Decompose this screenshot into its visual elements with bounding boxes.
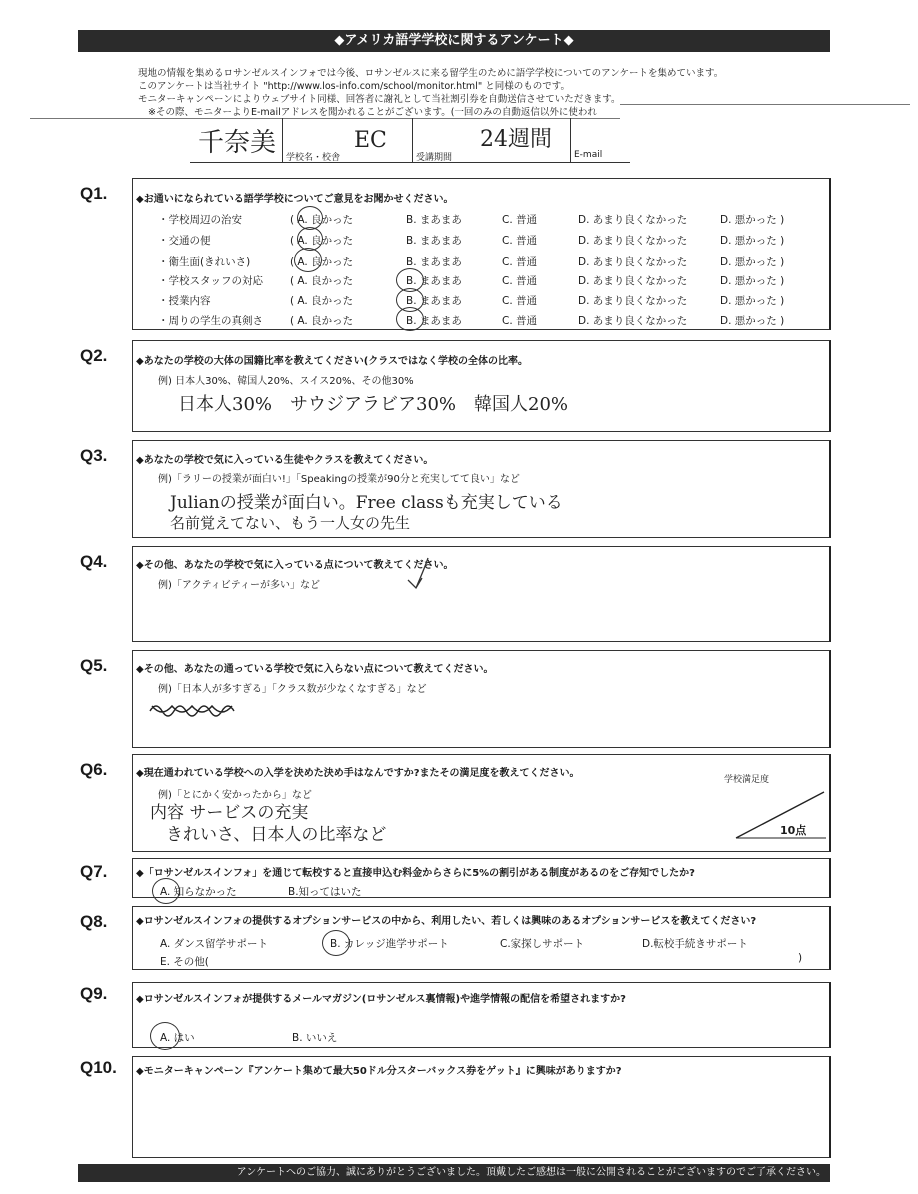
footer-bar: アンケートへのご協力、誠にありがとうございました。頂戴したご感想は一般に公開されることがございますのでご了承ください。 <box>78 1164 830 1182</box>
q1-option-b[interactable]: B. まあまあ <box>406 315 462 327</box>
satisfaction-max: 10点 <box>780 824 807 837</box>
q6-answer-line-1[interactable]: 内容 サービスの充実 <box>150 803 309 823</box>
q1-option-e[interactable]: D. 悪かった ) <box>720 315 785 327</box>
q1-option-d[interactable]: D. あまり良くなかった <box>578 275 688 287</box>
q6-question: ◆現在通われている学校への入学を決めた決め手はなんですか?またその満足度を教えてください。 <box>136 768 580 779</box>
q3-example: 例)「ラリーの授業が面白い!」「Speakingの授業が90分と充実してて良い」など <box>158 474 520 485</box>
q1-option-c[interactable]: C. 普通 <box>502 235 538 247</box>
q8-option-e[interactable]: E. その他( <box>160 956 209 968</box>
q1-option-d[interactable]: D. あまり良くなかった <box>578 214 688 226</box>
q7-option-a[interactable]: A. 知らなかった <box>160 886 237 898</box>
q1-option-e[interactable]: D. 悪かった ) <box>720 235 785 247</box>
q1-row-label: ・学校スタッフの対応 <box>158 275 263 287</box>
intro-line-2: このアンケートは当社サイト "http://www.los-info.com/school/monitor.html" と同様のものです。 <box>138 81 570 92</box>
q1-option-b[interactable]: B. まあまあ <box>406 214 462 226</box>
q8-question: ◆ロサンゼルスインフォの提供するオプションサービスの中から、利用したい、若しくは興味のあるオプションサービスを教えてください? <box>136 916 757 927</box>
q1-option-d[interactable]: D. あまり良くなかった <box>578 256 688 268</box>
q6-number: Q6. <box>80 760 108 779</box>
q1-option-d[interactable]: D. あまり良くなかった <box>578 315 688 327</box>
q1-row-label: ・衛生面(きれいさ) <box>158 256 251 268</box>
intro-line-4: ※その際、モニターよりE-mailアドレスを聞かれることがございます。(一回のみの自動返信以外に使われ <box>148 107 597 118</box>
q9-number: Q9. <box>80 984 108 1003</box>
q1-option-d[interactable]: D. あまり良くなかった <box>578 295 688 307</box>
q7-option-b[interactable]: B.知ってはいた <box>288 886 362 898</box>
answer-circle <box>152 878 180 904</box>
q10-question: ◆モニターキャンペーン『アンケート集めて最大50ドル分スターバックス券をゲット』に興味がありますか? <box>136 1066 622 1077</box>
q1-option-c[interactable]: C. 普通 <box>502 256 538 268</box>
q1-option-b[interactable]: B. まあまあ <box>406 295 462 307</box>
q5-example: 例)「日本人が多すぎる」「クラス数が少なくなすぎる」など <box>158 684 427 695</box>
q1-option-a[interactable]: ( A. 良かった <box>290 275 354 287</box>
name-value[interactable]: 千奈美 <box>198 128 277 158</box>
q7-number: Q7. <box>80 862 108 881</box>
q1-option-b[interactable]: B. まあまあ <box>406 235 462 247</box>
q1-option-a[interactable]: ( A. 良かった <box>290 295 354 307</box>
q1-option-a[interactable]: ( A. 良かった <box>290 214 354 226</box>
q3-answer-line-2[interactable]: 名前覚えてない、もう一人女の先生 <box>170 514 411 532</box>
q1-option-c[interactable]: C. 普通 <box>502 295 538 307</box>
scribble-icon <box>146 700 242 722</box>
arrow-down-icon <box>400 556 440 592</box>
answer-circle <box>294 248 322 272</box>
q2-answer[interactable]: 日本人30% サウジアラビア30% 韓国人20% <box>178 394 569 415</box>
q1-question: ◆お通いになられている語学学校についてご意見をお聞かせください。 <box>136 194 454 205</box>
q4-number: Q4. <box>80 552 108 571</box>
q2-question: ◆あなたの学校の大体の国籍比率を教えてください(クラスではなく学校の全体の比率。 <box>136 356 528 367</box>
q1-option-a[interactable]: ( A. 良かった <box>290 235 354 247</box>
q8-option-a[interactable]: A. ダンス留学サポート <box>160 938 268 950</box>
q1-option-d[interactable]: D. あまり良くなかった <box>578 235 688 247</box>
q4-example: 例)「アクティビティーが多い」など <box>158 580 321 591</box>
q6-example: 例)「とにかく安かったから」など <box>158 790 312 801</box>
q1-option-b[interactable]: B. まあまあ <box>406 256 462 268</box>
q1-row-label: ・交通の便 <box>158 235 211 247</box>
q2-example: 例) 日本人30%、韓国人20%、スイス20%、その他30% <box>158 376 414 387</box>
q8-option-e-close: ) <box>798 952 803 964</box>
q3-number: Q3. <box>80 446 108 465</box>
q1-option-b[interactable]: B. まあまあ <box>406 275 462 287</box>
q5-question: ◆その他、あなたの通っている学校で気に入らない点について教えてください。 <box>136 664 494 675</box>
school-value[interactable]: EC <box>354 128 387 153</box>
intro-line-1: 現地の情報を集めるロサンゼルスインフォでは今後、ロサンゼルスに来る留学生のために語学学校についてのアンケートを集めています。 <box>138 68 724 79</box>
q8-option-d[interactable]: D.転校手続きサポート <box>642 938 748 950</box>
q6-answer-line-2[interactable]: きれいさ、日本人の比率など <box>166 825 387 845</box>
school-label: 学校名・校舎 <box>286 153 341 163</box>
survey-title: ◆アメリカ語学学校に関するアンケート◆ <box>78 30 830 52</box>
q1-option-a[interactable]: ( A. 良かった <box>290 315 354 327</box>
q1-option-e[interactable]: D. 悪かった ) <box>720 275 785 287</box>
q1-option-e[interactable]: D. 悪かった ) <box>720 214 785 226</box>
q1-option-e[interactable]: D. 悪かった ) <box>720 295 785 307</box>
q1-number: Q1. <box>80 184 108 203</box>
period-label: 受講期間 <box>416 153 453 163</box>
answer-circle <box>150 1022 180 1050</box>
q1-option-a[interactable]: ( A. 良かった <box>290 256 354 268</box>
satisfaction-label: 学校満足度 <box>724 775 770 785</box>
q10-number: Q10. <box>80 1058 117 1077</box>
q5-number: Q5. <box>80 656 108 675</box>
intro-line-3: モニターキャンペーンによりウェブサイト同様、回答者に謝礼として当社割引券を自動送信させていただきます。 <box>138 94 621 105</box>
q9-option-a[interactable]: A. はい <box>160 1032 195 1044</box>
intro-divider-right <box>620 104 910 105</box>
q1-option-c[interactable]: C. 普通 <box>502 214 538 226</box>
q8-number: Q8. <box>80 912 108 931</box>
q2-number: Q2. <box>80 346 108 365</box>
q7-question: ◆「ロサンゼルスインフォ」を通じて転校すると直接申込む料金からさらに5%の割引がある制度があるのをご存知でしたか? <box>136 868 695 879</box>
q1-option-e[interactable]: D. 悪かった ) <box>720 256 785 268</box>
answer-circle <box>322 930 350 956</box>
q1-option-c[interactable]: C. 普通 <box>502 275 538 287</box>
q9-option-b[interactable]: B. いいえ <box>292 1032 338 1044</box>
q4-question: ◆その他、あなたの学校で気に入っている点について教えてください。 <box>136 560 454 571</box>
period-value[interactable]: 24週間 <box>480 127 552 152</box>
email-label: E-mail <box>574 150 603 160</box>
header-fields <box>190 118 630 162</box>
q9-question: ◆ロサンゼルスインフォが提供するメールマガジン(ロサンゼルス裏情報)や進学情報の配信を希望されますか? <box>136 994 626 1005</box>
q1-row-label: ・学校周辺の治安 <box>158 214 242 226</box>
q8-option-b[interactable]: B. カレッジ進学サポート <box>330 938 449 950</box>
q3-question: ◆あなたの学校で気に入っている生徒やクラスを教えてください。 <box>136 455 434 466</box>
q1-row-label: ・周りの学生の真剣さ <box>158 315 263 327</box>
q1-row-label: ・授業内容 <box>158 295 211 307</box>
q8-option-c[interactable]: C.家探しサポート <box>500 938 585 950</box>
answer-circle <box>396 307 424 331</box>
q3-answer-line-1[interactable]: Julianの授業が面白い。Free classも充実している <box>170 493 563 513</box>
q1-option-c[interactable]: C. 普通 <box>502 315 538 327</box>
